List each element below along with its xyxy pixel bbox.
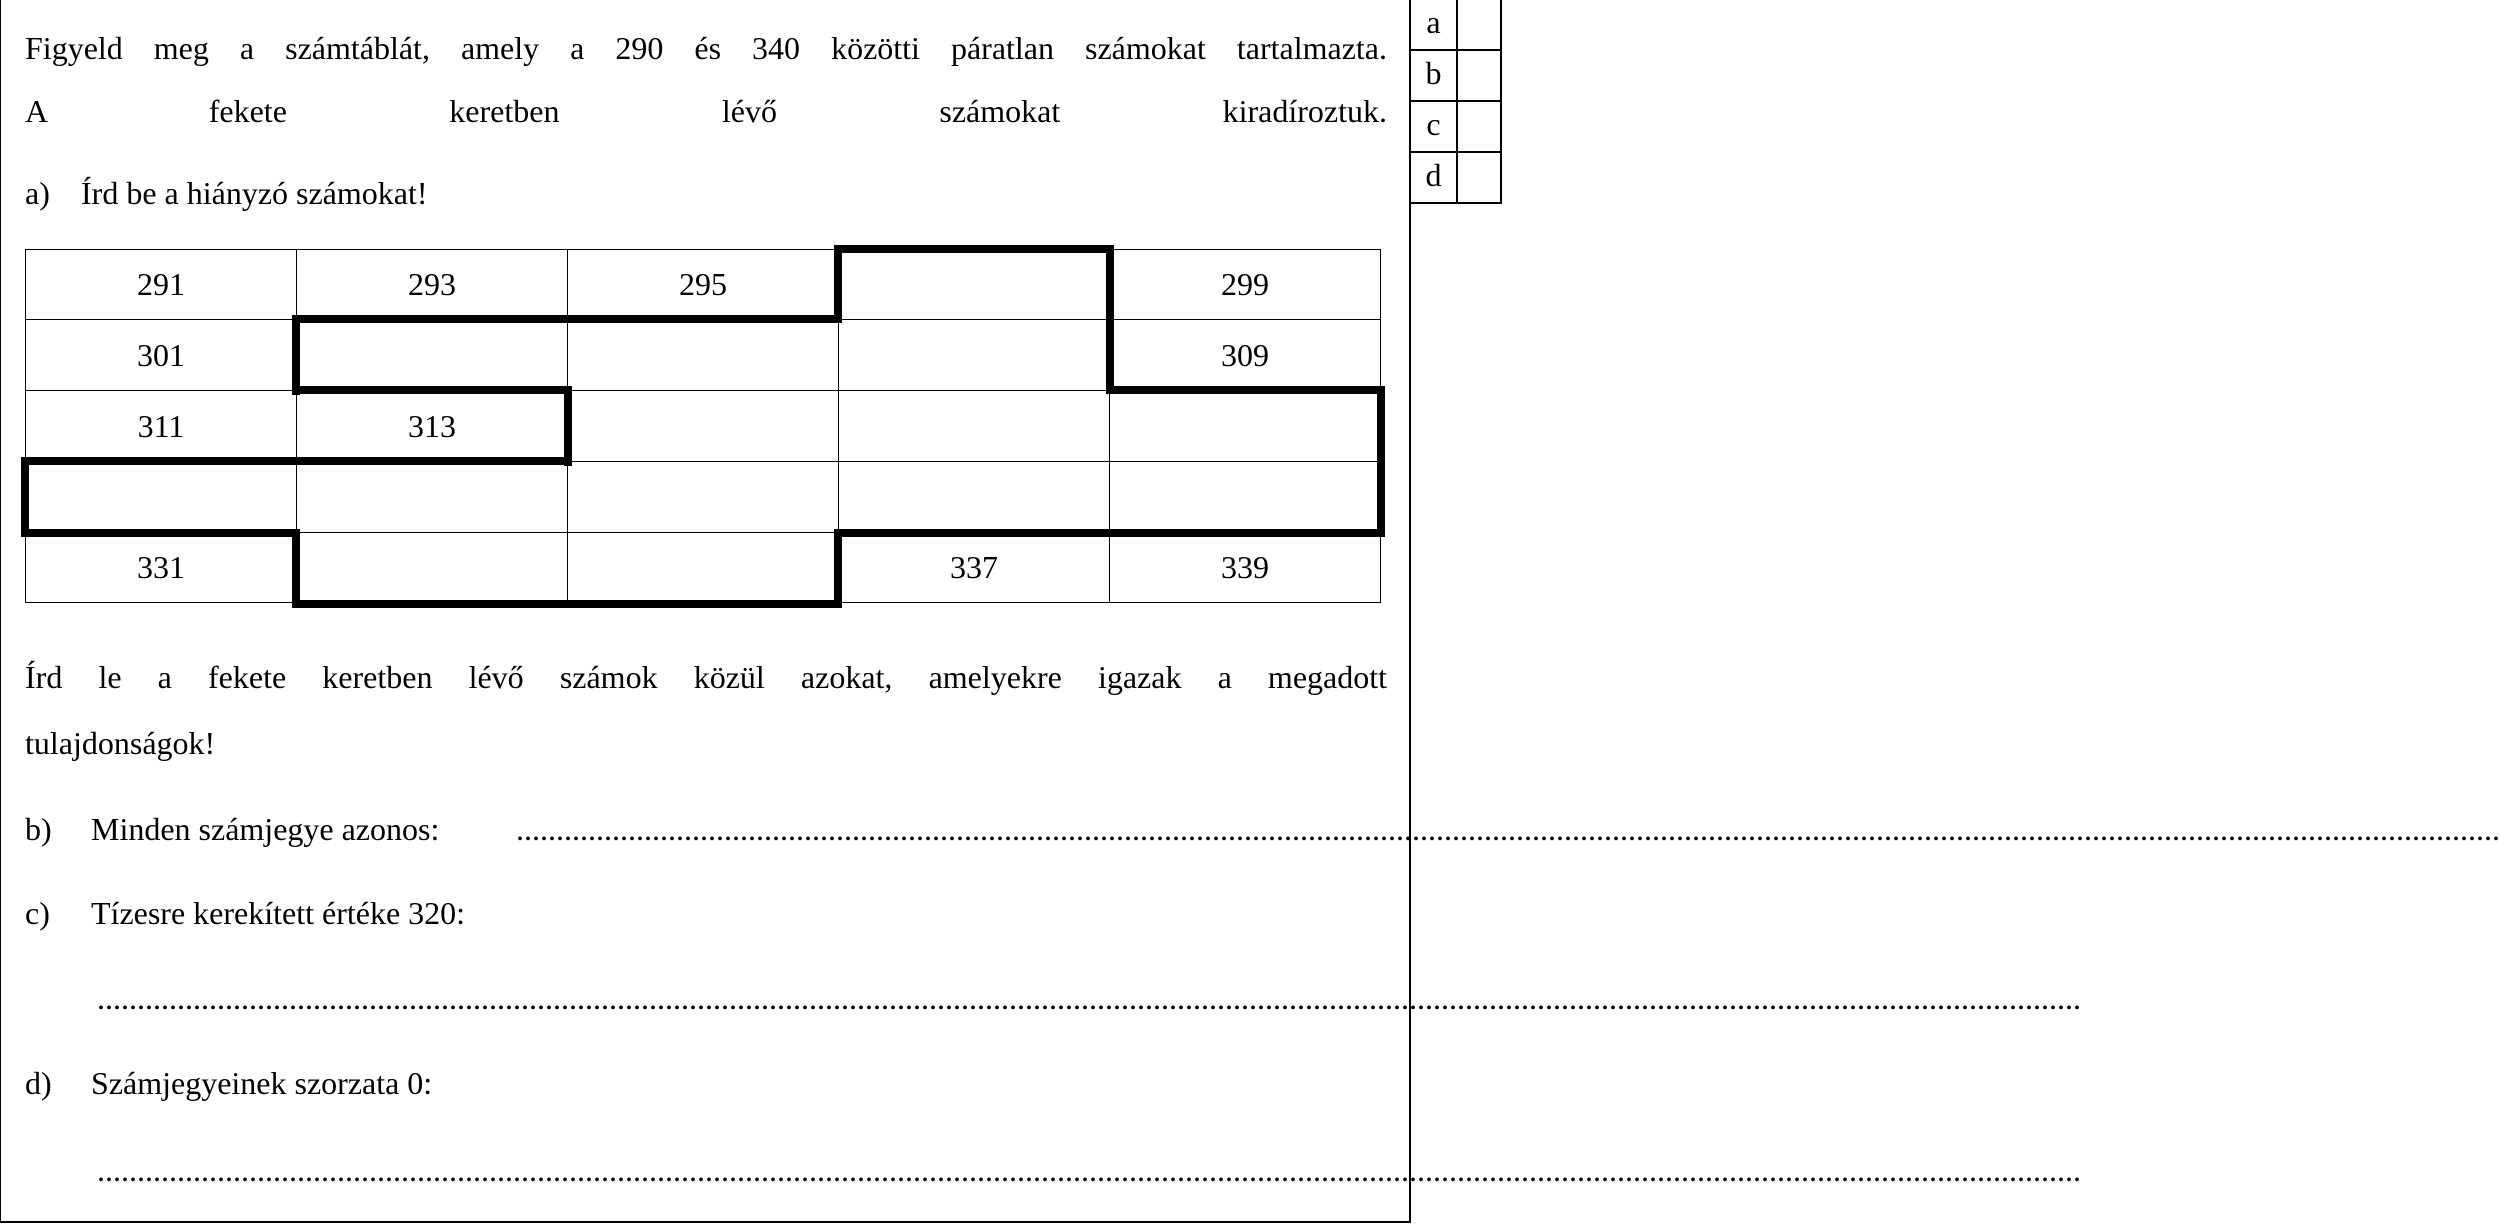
part-d-text: Számjegyeinek szorzata 0: — [91, 1065, 433, 1101]
erased-region-border — [292, 315, 300, 395]
grid-cell: 331 — [25, 532, 297, 603]
grid-cell-blank[interactable] — [838, 319, 1110, 391]
part-d-label: d) — [25, 1065, 52, 1101]
intro-paragraph — [25, 28, 1387, 131]
grid-cell-blank[interactable] — [838, 249, 1110, 320]
erased-region-border — [564, 386, 572, 466]
grid-cell: 311 — [25, 390, 297, 462]
grid-cell-blank[interactable] — [1109, 390, 1381, 462]
grid-cell: 339 — [1109, 532, 1381, 603]
erased-region-border — [292, 529, 300, 608]
instruction-line-1: Írd le a fekete keretben lévő számok közül azokat, amelyekre igazak a megadott — [25, 659, 1387, 695]
instruction-paragraph — [25, 657, 1387, 763]
part-c-label: c) — [25, 895, 50, 931]
instruction-line-2: tulajdonságok! — [25, 725, 216, 761]
erased-region-border — [834, 245, 1114, 253]
grid-cell-blank[interactable] — [25, 461, 297, 533]
grid-cell: 313 — [296, 390, 568, 462]
intro-line-2: A fekete keretben lévő számokat kiradíroztuk. — [25, 93, 1387, 129]
score-input[interactable] — [1456, 153, 1502, 204]
part-b-label: b) — [25, 811, 52, 847]
erased-region-border — [292, 386, 572, 394]
part-b-text: Minden számjegye azonos: — [91, 811, 440, 847]
grid-cell: 293 — [296, 249, 568, 320]
score-letter: d — [1410, 153, 1456, 204]
score-input[interactable] — [1456, 102, 1502, 153]
grid-cell-blank[interactable] — [296, 532, 568, 603]
answer-line-d[interactable]: ........................................................................................................................................................................................................................................................ — [97, 1152, 2081, 1188]
grid-cell: 301 — [25, 319, 297, 391]
erased-region-border — [21, 457, 29, 537]
part-a — [25, 173, 428, 213]
grid-cell-blank[interactable] — [838, 461, 1110, 533]
grid-cell-blank[interactable] — [296, 461, 568, 533]
answer-line-b[interactable]: ........................................................................................................................................................................................................................................................ — [516, 811, 2500, 847]
erased-region-border — [292, 315, 842, 323]
grid-cell-blank[interactable] — [567, 461, 839, 533]
part-b — [25, 809, 439, 849]
part-d — [25, 1063, 432, 1103]
grid-cell: 309 — [1109, 319, 1381, 391]
score-letter: c — [1410, 102, 1456, 153]
erased-region-border — [1377, 386, 1385, 537]
grid-cell: 299 — [1109, 249, 1381, 320]
score-input[interactable] — [1456, 51, 1502, 102]
score-input[interactable] — [1456, 0, 1502, 51]
erased-region-border — [1106, 386, 1385, 394]
part-c — [25, 893, 465, 933]
score-letter: b — [1410, 51, 1456, 102]
grid-cell-blank[interactable] — [838, 390, 1110, 462]
part-a-text: Írd be a hiányzó számokat! — [81, 175, 428, 211]
grid-cell: 295 — [567, 249, 839, 320]
score-letter: a — [1410, 0, 1456, 51]
erased-region-border — [1106, 245, 1114, 393]
grid-cell-blank[interactable] — [567, 532, 839, 603]
grid-cell-blank[interactable] — [1109, 461, 1381, 533]
erased-region-border — [834, 529, 842, 608]
grid-cell: 337 — [838, 532, 1110, 603]
intro-line-1: Figyeld meg a számtáblát, amely a 290 és 340 közötti páratlan számokat tartalmazta. — [25, 30, 1387, 66]
part-c-text: Tízesre kerekített értéke 320: — [91, 895, 466, 931]
grid-cell-blank[interactable] — [296, 319, 568, 391]
erased-region-border — [292, 600, 842, 608]
grid-cell-blank[interactable] — [567, 390, 839, 462]
erased-region-border — [834, 245, 842, 323]
answer-line-c[interactable]: ........................................................................................................................................................................................................................................................ — [97, 980, 2081, 1016]
erased-region-border — [21, 529, 300, 537]
number-grid — [25, 249, 1381, 603]
grid-cell: 291 — [25, 249, 297, 320]
erased-region-border — [21, 457, 572, 465]
part-a-label: a) — [25, 175, 50, 211]
erased-region-border — [834, 529, 1385, 537]
grid-cell-blank[interactable] — [567, 319, 839, 391]
